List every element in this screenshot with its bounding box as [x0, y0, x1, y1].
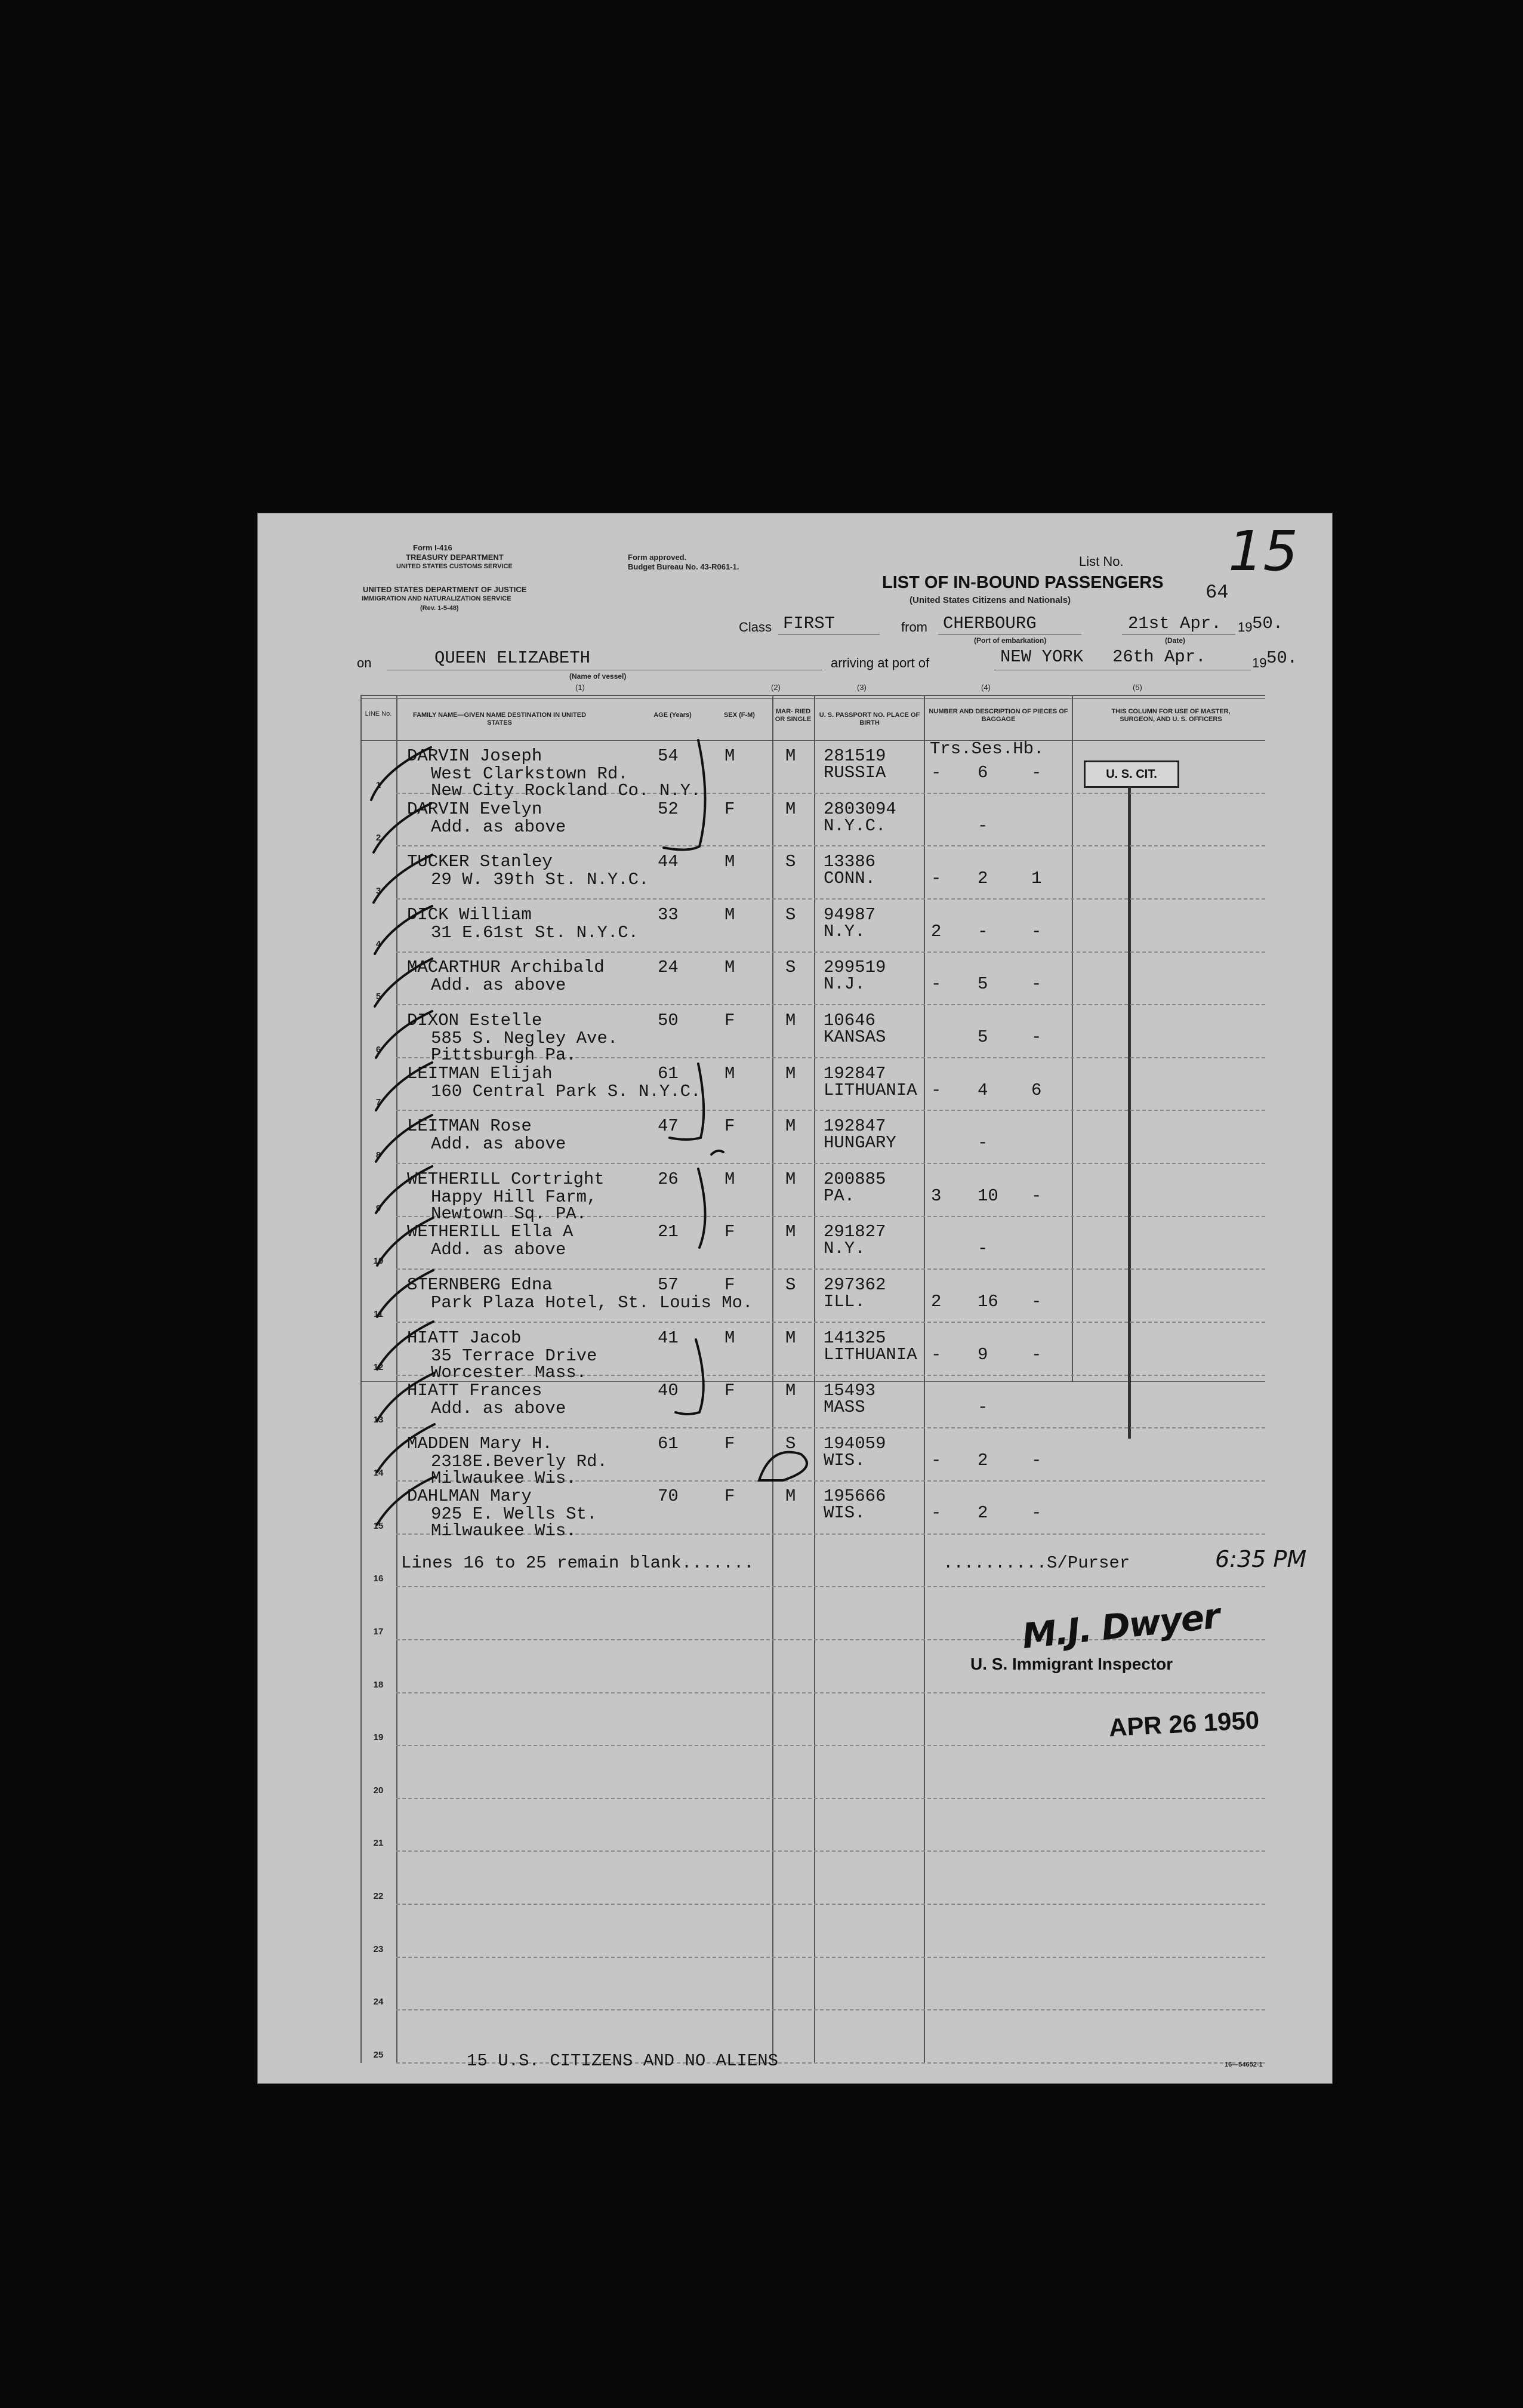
- line-number: 19: [373, 1732, 384, 1743]
- passenger-list-form: [258, 513, 1332, 2083]
- passenger-name: WETHERILL Cortright: [407, 1169, 605, 1189]
- passenger-name: MACARTHUR Archibald: [407, 957, 605, 978]
- destination-line-1: 925 E. Wells St.: [431, 1504, 597, 1525]
- place-of-birth: N.Y.C.: [824, 815, 886, 836]
- embark-year: 50.: [1252, 614, 1284, 633]
- vessel-name: QUEEN ELIZABETH: [434, 648, 591, 668]
- budget-bureau: Budget Bureau No. 43-R061-1.: [628, 562, 739, 571]
- line-number: 24: [373, 1997, 384, 2007]
- baggage-trunks: 2: [931, 921, 942, 941]
- place-of-birth: MASS: [824, 1397, 865, 1418]
- age: 44: [658, 852, 679, 872]
- baggage-handbags: -: [1031, 1503, 1042, 1523]
- place-of-birth: HUNGARY: [824, 1133, 896, 1153]
- destination-line-1: 35 Terrace Drive: [431, 1345, 597, 1366]
- line-number: 7: [375, 1097, 381, 1108]
- baggage-trunks: 2: [931, 1292, 942, 1311]
- place-of-birth: LITHUANIA: [824, 1080, 917, 1100]
- list-no-label: List No.: [1079, 554, 1124, 569]
- baggage-trunks: -: [931, 974, 942, 994]
- line-number: 25: [373, 2050, 384, 2060]
- passenger-name: DAHLMAN Mary: [407, 1486, 532, 1507]
- passenger-name: HIATT Jacob: [407, 1328, 522, 1348]
- marital-status: M: [785, 1486, 796, 1507]
- passenger-name: LEITMAN Rose: [407, 1116, 532, 1137]
- baggage-suitcases: 4: [978, 1080, 988, 1100]
- line-number: 15: [373, 1520, 384, 1531]
- passenger-name: DICK William: [407, 904, 532, 925]
- baggage-handbags: -: [1031, 1450, 1042, 1470]
- place-of-birth: PA.: [824, 1185, 855, 1206]
- sex: M: [724, 957, 735, 978]
- age: 33: [658, 904, 679, 925]
- baggage-handbags: -: [1031, 1344, 1042, 1365]
- marital-status: M: [785, 1063, 796, 1083]
- baggage-handbags: -: [1031, 1185, 1042, 1206]
- line-number: 17: [373, 1626, 384, 1637]
- baggage-trunks: -: [931, 763, 942, 783]
- baggage-suitcases: 2: [978, 1450, 988, 1470]
- line-number: 10: [373, 1256, 384, 1267]
- embarkation-date: 21st Apr.: [1128, 614, 1222, 633]
- place-of-birth: N.Y.: [824, 921, 865, 941]
- baggage-handbags: -: [1031, 974, 1042, 994]
- col-header-officers: THIS COLUMN FOR USE OF MASTER, SURGEON, AND U. S. OFFICERS: [1111, 708, 1231, 723]
- destination-line-1: Add. as above: [431, 817, 566, 837]
- baggage-suitcases: 10: [978, 1185, 998, 1206]
- line-number: 12: [373, 1362, 384, 1372]
- age: 41: [658, 1328, 679, 1348]
- class-label: Class: [739, 620, 772, 635]
- marital-status: M: [785, 1169, 796, 1189]
- passport-number: 291827: [824, 1222, 886, 1242]
- baggage-trunks: -: [931, 1080, 942, 1100]
- marital-status: M: [785, 1116, 796, 1137]
- baggage-trunks: -: [931, 1344, 942, 1365]
- age: 21: [658, 1222, 679, 1242]
- destination-line-1: Add. as above: [431, 975, 566, 996]
- line-number: 6: [375, 1044, 381, 1055]
- col-header-baggage: NUMBER AND DESCRIPTION OF PIECES OF BAGGAGE: [929, 708, 1068, 723]
- col-number-5: (5): [1133, 683, 1142, 692]
- sex: F: [724, 1222, 735, 1242]
- destination-line-2: Pittsburgh Pa.: [431, 1045, 576, 1065]
- baggage-suitcases: 2: [978, 1503, 988, 1523]
- sex: F: [724, 1486, 735, 1507]
- us-citizen-stamp: U. S. CIT.: [1084, 760, 1179, 788]
- destination-line-1: Happy Hill Farm,: [431, 1187, 597, 1207]
- port-embark-caption: (Port of embarkation): [974, 636, 1047, 645]
- passenger-name: DARVIN Evelyn: [407, 799, 542, 819]
- age: 61: [658, 1433, 679, 1454]
- marital-status: M: [785, 799, 796, 819]
- col-number-1: (1): [575, 683, 585, 692]
- date-caption: (Date): [1165, 636, 1186, 645]
- age: 52: [658, 799, 679, 819]
- form-subtitle: (United States Citizens and Nationals): [910, 595, 1071, 605]
- line-number: 21: [373, 1838, 384, 1849]
- marital-status: S: [785, 904, 796, 925]
- form-title: LIST OF IN-BOUND PASSENGERS: [882, 573, 1164, 592]
- age: 26: [658, 1169, 679, 1189]
- place-of-birth: ILL.: [824, 1292, 865, 1311]
- department: TREASURY DEPARTMENT: [406, 553, 504, 562]
- passenger-name: TUCKER Stanley: [407, 852, 553, 872]
- destination-line-2: Milwaukee Wis.: [431, 1468, 576, 1488]
- age: 70: [658, 1486, 679, 1507]
- age: 57: [658, 1275, 679, 1295]
- baggage-suitcases: 2: [978, 869, 988, 889]
- place-of-birth: LITHUANIA: [824, 1344, 917, 1365]
- age: 24: [658, 957, 679, 978]
- place-of-birth: WIS.: [824, 1503, 865, 1523]
- col-header-sex: SEX (F-M): [724, 712, 755, 719]
- baggage-suitcases: -: [978, 1133, 988, 1153]
- baggage-suitcases: -: [978, 1397, 988, 1418]
- place-of-birth: CONN.: [824, 869, 876, 889]
- destination-line-2: Newtown Sq. PA.: [431, 1203, 587, 1224]
- baggage-trunks: -: [931, 1450, 942, 1470]
- sex: F: [724, 1011, 735, 1030]
- baggage-handbags: -: [1031, 1292, 1042, 1311]
- line-number: 5: [375, 991, 381, 1002]
- form-number: Form I-416: [413, 543, 452, 552]
- justice-department: UNITED STATES DEPARTMENT OF JUSTICE: [363, 585, 527, 594]
- col-number-2: (2): [771, 683, 781, 692]
- blank-lines-note: Lines 16 to 25 remain blank.......: [401, 1553, 754, 1573]
- destination-line-1: 585 S. Negley Ave.: [431, 1029, 618, 1048]
- inspection-time: 6:35 PM: [1215, 1546, 1307, 1572]
- embark-year-prefix: 19: [1238, 620, 1253, 635]
- list-no-handwritten: 15: [1228, 519, 1299, 583]
- marital-status: S: [785, 1275, 796, 1295]
- marital-status: S: [785, 852, 796, 872]
- baggage-handbags: -: [1031, 1027, 1042, 1047]
- col-header-married: MAR- RIED OR SINGLE: [775, 708, 812, 723]
- baggage-suitcases: 9: [978, 1344, 988, 1365]
- passport-number: 192847: [824, 1063, 886, 1083]
- passport-number: 15493: [824, 1381, 876, 1401]
- sex: M: [724, 852, 735, 872]
- sex: M: [724, 746, 735, 766]
- passport-number: 94987: [824, 904, 876, 925]
- age: 50: [658, 1011, 679, 1030]
- passport-number: 299519: [824, 957, 886, 978]
- arrival-year: 50.: [1266, 648, 1298, 668]
- inspection-date-stamp: APR 26 1950: [1108, 1705, 1260, 1742]
- destination-line-1: Add. as above: [431, 1134, 566, 1154]
- sex: M: [724, 904, 735, 925]
- age: 54: [658, 746, 679, 766]
- handwritten-marks: [258, 513, 1332, 2083]
- footer-code: 16—54652-1: [1225, 2061, 1263, 2068]
- place-of-birth: N.Y.: [824, 1239, 865, 1259]
- passport-number: 194059: [824, 1433, 886, 1454]
- baggage-subheader: Trs.Ses.Hb.: [930, 739, 1044, 759]
- destination-line-1: 31 E.61st St. N.Y.C.: [431, 922, 639, 943]
- destination-line-1: Park Plaza Hotel, St. Louis Mo.: [431, 1293, 753, 1313]
- sex: F: [724, 1381, 735, 1401]
- passenger-name: DARVIN Joseph: [407, 746, 542, 766]
- col-header-passport: U. S. PASSPORT NO. PLACE OF BIRTH: [819, 712, 920, 726]
- line-number: 8: [375, 1150, 381, 1161]
- purser-line: ..........S/Purser: [943, 1553, 1130, 1573]
- place-of-birth: RUSSIA: [824, 763, 886, 783]
- marital-status: S: [785, 1433, 796, 1454]
- baggage-suitcases: -: [978, 1239, 988, 1259]
- passenger-name: DIXON Estelle: [407, 1011, 542, 1030]
- marital-status: S: [785, 957, 796, 978]
- sex: M: [724, 1063, 735, 1083]
- age: 47: [658, 1116, 679, 1137]
- ins-service: IMMIGRATION AND NATURALIZATION SERVICE: [362, 595, 511, 602]
- col-header-line-no: LINE No.: [365, 710, 392, 718]
- arriving-label: arriving at port of: [831, 655, 930, 670]
- baggage-handbags: -: [1031, 763, 1042, 783]
- line-number: 16: [373, 1573, 384, 1584]
- line-number: 14: [373, 1467, 384, 1478]
- line-number: 2: [375, 833, 381, 843]
- destination-line-1: Add. as above: [431, 1240, 566, 1260]
- form-approved: Form approved.: [628, 553, 687, 562]
- col-number-3: (3): [857, 683, 867, 692]
- line-number: 4: [375, 938, 381, 949]
- marital-status: M: [785, 1328, 796, 1348]
- arrival-year-prefix: 19: [1252, 655, 1267, 670]
- line-number: 23: [373, 1944, 384, 1954]
- col-header-name: FAMILY NAME—GIVEN NAME DESTINATION IN UNITED STATES: [412, 712, 587, 726]
- destination-line-1: West Clarkstown Rd.: [431, 764, 628, 784]
- passenger-name: STERNBERG Edna: [407, 1275, 553, 1295]
- list-no-typed: 64: [1206, 581, 1229, 603]
- destination-line-2: Milwaukee Wis.: [431, 1521, 576, 1541]
- line-number: 13: [373, 1415, 384, 1425]
- col-number-4: (4): [981, 683, 991, 692]
- port-of-embarkation: CHERBOURG: [943, 614, 1037, 633]
- passport-number: 192847: [824, 1116, 886, 1137]
- baggage-trunks: -: [931, 869, 942, 889]
- baggage-handbags: 1: [1031, 869, 1042, 889]
- class-value: FIRST: [783, 614, 836, 633]
- arrival-port: NEW YORK: [1000, 647, 1084, 667]
- arrival-date: 26th Apr.: [1112, 647, 1206, 667]
- destination-line-1: 29 W. 39th St. N.Y.C.: [431, 870, 649, 890]
- age: 40: [658, 1381, 679, 1401]
- place-of-birth: N.J.: [824, 974, 865, 994]
- passenger-name: MADDEN Mary H.: [407, 1433, 553, 1454]
- passport-number: 200885: [824, 1169, 886, 1189]
- sex: F: [724, 1275, 735, 1295]
- passport-number: 281519: [824, 746, 886, 766]
- baggage-suitcases: 5: [978, 974, 988, 994]
- vessel-caption: (Name of vessel): [569, 672, 627, 680]
- summary-footer: 15 U.S. CITIZENS AND NO ALIENS: [467, 2051, 779, 2071]
- baggage-suitcases: 5: [978, 1027, 988, 1047]
- marital-status: M: [785, 1381, 796, 1401]
- customs-service: UNITED STATES CUSTOMS SERVICE: [396, 563, 513, 570]
- place-of-birth: KANSAS: [824, 1027, 886, 1047]
- baggage-handbags: -: [1031, 921, 1042, 941]
- inspector-signature: M.J. Dwyer: [1020, 1595, 1221, 1657]
- destination-line-2: Worcester Mass.: [431, 1362, 587, 1382]
- passport-number: 141325: [824, 1328, 886, 1348]
- destination-line-1: 2318E.Beverly Rd.: [431, 1451, 608, 1471]
- destination-line-1: 160 Central Park S. N.Y.C.: [431, 1081, 701, 1101]
- passport-number: 2803094: [824, 799, 896, 819]
- revision: (Rev. 1-5-48): [420, 605, 459, 612]
- marital-status: M: [785, 1222, 796, 1242]
- baggage-suitcases: 16: [978, 1292, 998, 1311]
- line-number: 22: [373, 1891, 384, 1902]
- baggage-suitcases: -: [978, 815, 988, 836]
- sex: M: [724, 1169, 735, 1189]
- sex: F: [724, 1116, 735, 1137]
- passport-number: 13386: [824, 852, 876, 872]
- passenger-name: HIATT Frances: [407, 1381, 542, 1401]
- line-number: 9: [375, 1203, 381, 1214]
- line-number: 3: [375, 885, 381, 896]
- baggage-suitcases: -: [978, 921, 988, 941]
- passenger-name: LEITMAN Elijah: [407, 1063, 553, 1083]
- sex: M: [724, 1328, 735, 1348]
- passport-number: 10646: [824, 1011, 876, 1030]
- line-number: 18: [373, 1679, 384, 1690]
- from-label: from: [901, 620, 927, 635]
- on-label: on: [357, 655, 372, 670]
- marital-status: M: [785, 746, 796, 766]
- line-number: 20: [373, 1785, 384, 1796]
- baggage-handbags: 6: [1031, 1080, 1042, 1100]
- marital-status: M: [785, 1011, 796, 1030]
- sex: F: [724, 1433, 735, 1454]
- line-number: 1: [375, 780, 381, 790]
- passenger-name: WETHERILL Ella A: [407, 1222, 574, 1242]
- sex: F: [724, 799, 735, 819]
- inspector-title: U. S. Immigrant Inspector: [970, 1655, 1173, 1673]
- baggage-suitcases: 6: [978, 763, 988, 783]
- destination-line-1: Add. as above: [431, 1399, 566, 1419]
- baggage-trunks: 3: [931, 1185, 942, 1206]
- baggage-trunks: -: [931, 1503, 942, 1523]
- col-header-age: AGE (Years): [653, 712, 692, 719]
- destination-line-2: New City Rockland Co. N.Y.: [431, 781, 701, 800]
- place-of-birth: WIS.: [824, 1450, 865, 1470]
- age: 61: [658, 1063, 679, 1083]
- passport-number: 195666: [824, 1486, 886, 1507]
- line-number: 11: [374, 1309, 383, 1320]
- passport-number: 297362: [824, 1275, 886, 1295]
